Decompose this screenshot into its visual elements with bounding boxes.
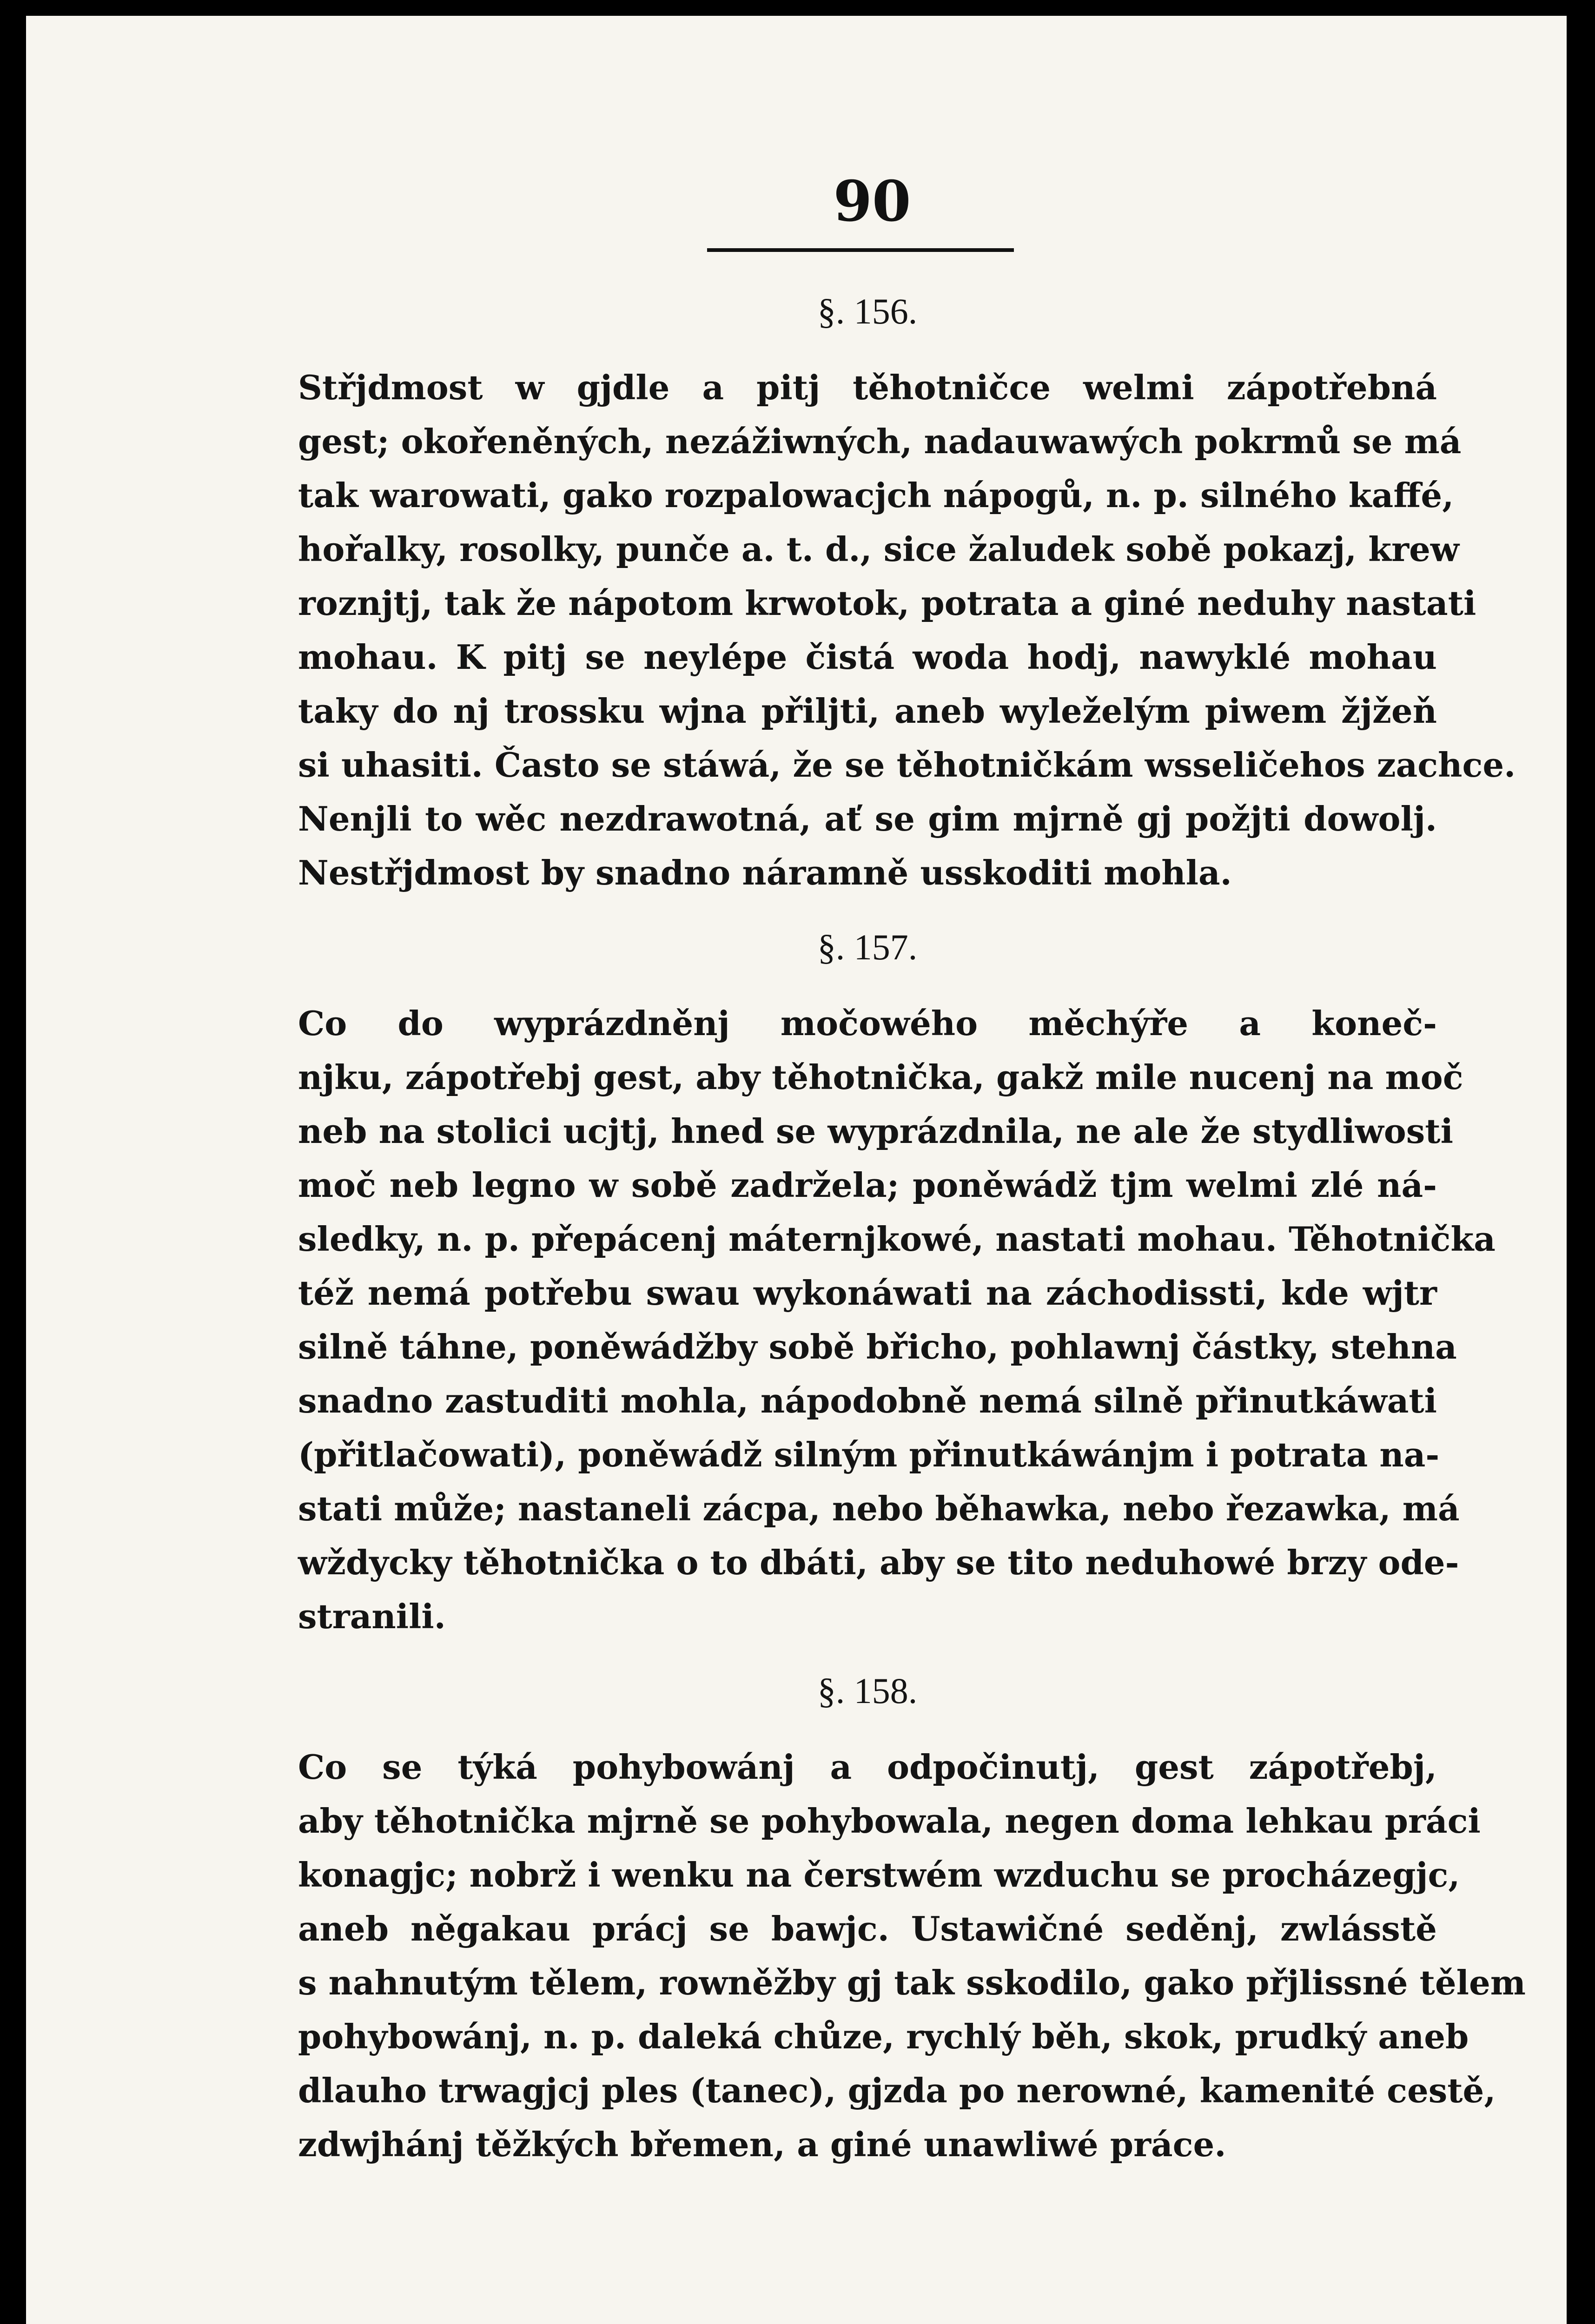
text-line: tak warowati, gako rozpalowacjch nápogů, n. p. silného kaffé,: [298, 475, 1454, 515]
text-line: Nenjli to wěc nezdrawotná, ať se gim mjrně gj požjti dowolj.: [298, 799, 1437, 838]
text-line: gest; okořeněných, nezážiwných, nadauwawých pokrmů se má: [298, 422, 1462, 461]
text-line: pohybowánj, n. p. daleká chůze, rychlý běh, skok, prudký aneb: [298, 2017, 1469, 2056]
text-line: dlauho trwagjcj ples (tanec), gjzda po nerowné, kamenité cestě,: [298, 2071, 1496, 2110]
section-156: [298, 284, 1516, 900]
text-line: mohau. K pitj se neylépe čistá woda hodj, nawyklé mohau: [298, 637, 1437, 677]
text-line: neb na stolici ucjtj, hned se wyprázdnila, ne ale že stydliwosti: [298, 1111, 1453, 1151]
text-line: Co se týká pohybowánj a odpočinutj, gest zápotřebj,: [298, 1747, 1437, 1787]
text-line: konagjc; nobrž i wenku na čerstwém wzduchu se procházegjc,: [298, 1855, 1460, 1895]
text-line: taky do nj trossku wjna přiljti, aneb wyleželým piwem žjžeň: [298, 691, 1437, 731]
text-line: s nahnutým tělem, rowněžby gj tak sskodilo, gako přjlissné tělem: [298, 1963, 1526, 2002]
section-heading: §. 156.: [817, 291, 918, 331]
section-heading: §. 158.: [817, 1670, 918, 1711]
section-heading: §. 157.: [817, 927, 918, 967]
text-line: si uhasiti. Často se stáwá, že se těhotničkám wsseličehos zachce.: [298, 745, 1516, 785]
text-line: stranili.: [298, 1597, 446, 1636]
text-line: aby těhotnička mjrně se pohybowala, negen doma lehkau práci: [298, 1801, 1481, 1841]
text-line: roznjtj, tak že nápotom krwotok, potrata a giné neduhy nastati: [298, 583, 1476, 623]
text-line: aneb něgakau prácj se bawjc. Ustawičné seděnj, zwlásstě: [298, 1909, 1437, 1948]
page-number: 90: [833, 169, 911, 234]
text-line: stati může; nastaneli zácpa, nebo běhawka, nebo řezawka, má: [298, 1489, 1460, 1528]
text-line: Střjdmost w gjdle a pitj těhotničce welmi zápotřebná: [298, 368, 1437, 407]
book-page: [26, 16, 1567, 2324]
text-line: Co do wyprázdněnj močowého měchýře a koneč-: [298, 1004, 1437, 1043]
text-line: njku, zápotřebj gest, aby těhotnička, gakž mile nucenj na moč: [298, 1057, 1463, 1097]
text-line: moč neb legno w sobě zadržela; poněwádž tjm welmi zlé ná-: [298, 1165, 1437, 1205]
text-line: Nestřjdmost by snadno náramně usskoditi mohla.: [298, 853, 1232, 892]
section-157: [298, 920, 1496, 1644]
text-line: zdwjhánj těžkých břemen, a giné unawliwé práce.: [298, 2125, 1226, 2164]
body-text: [298, 276, 1526, 2172]
text-line: silně táhne, poněwádžby sobě břicho, pohlawnj částky, stehna: [298, 1327, 1457, 1367]
text-line: wždycky těhotnička o to dbáti, aby se tito neduhowé brzy ode-: [298, 1543, 1459, 1582]
text-line: snadno zastuditi mohla, nápodobně nemá silně přinutkáwati: [298, 1381, 1437, 1420]
section-158: [298, 1664, 1526, 2172]
text-line: též nemá potřebu swau wykonáwati na záchodissti, kde wjtr: [298, 1273, 1437, 1313]
text-line: hořalky, rosolky, punče a. t. d., sice žaludek sobě pokazj, krew: [298, 529, 1459, 569]
text-line: sledky, n. p. přepácenj máternjkowé, nastati mohau. Těhotnička: [298, 1219, 1496, 1259]
text-line: (přitlačowati), poněwádž silným přinutkáwánjm i potrata na-: [298, 1435, 1440, 1474]
header-rule: [707, 248, 1014, 252]
